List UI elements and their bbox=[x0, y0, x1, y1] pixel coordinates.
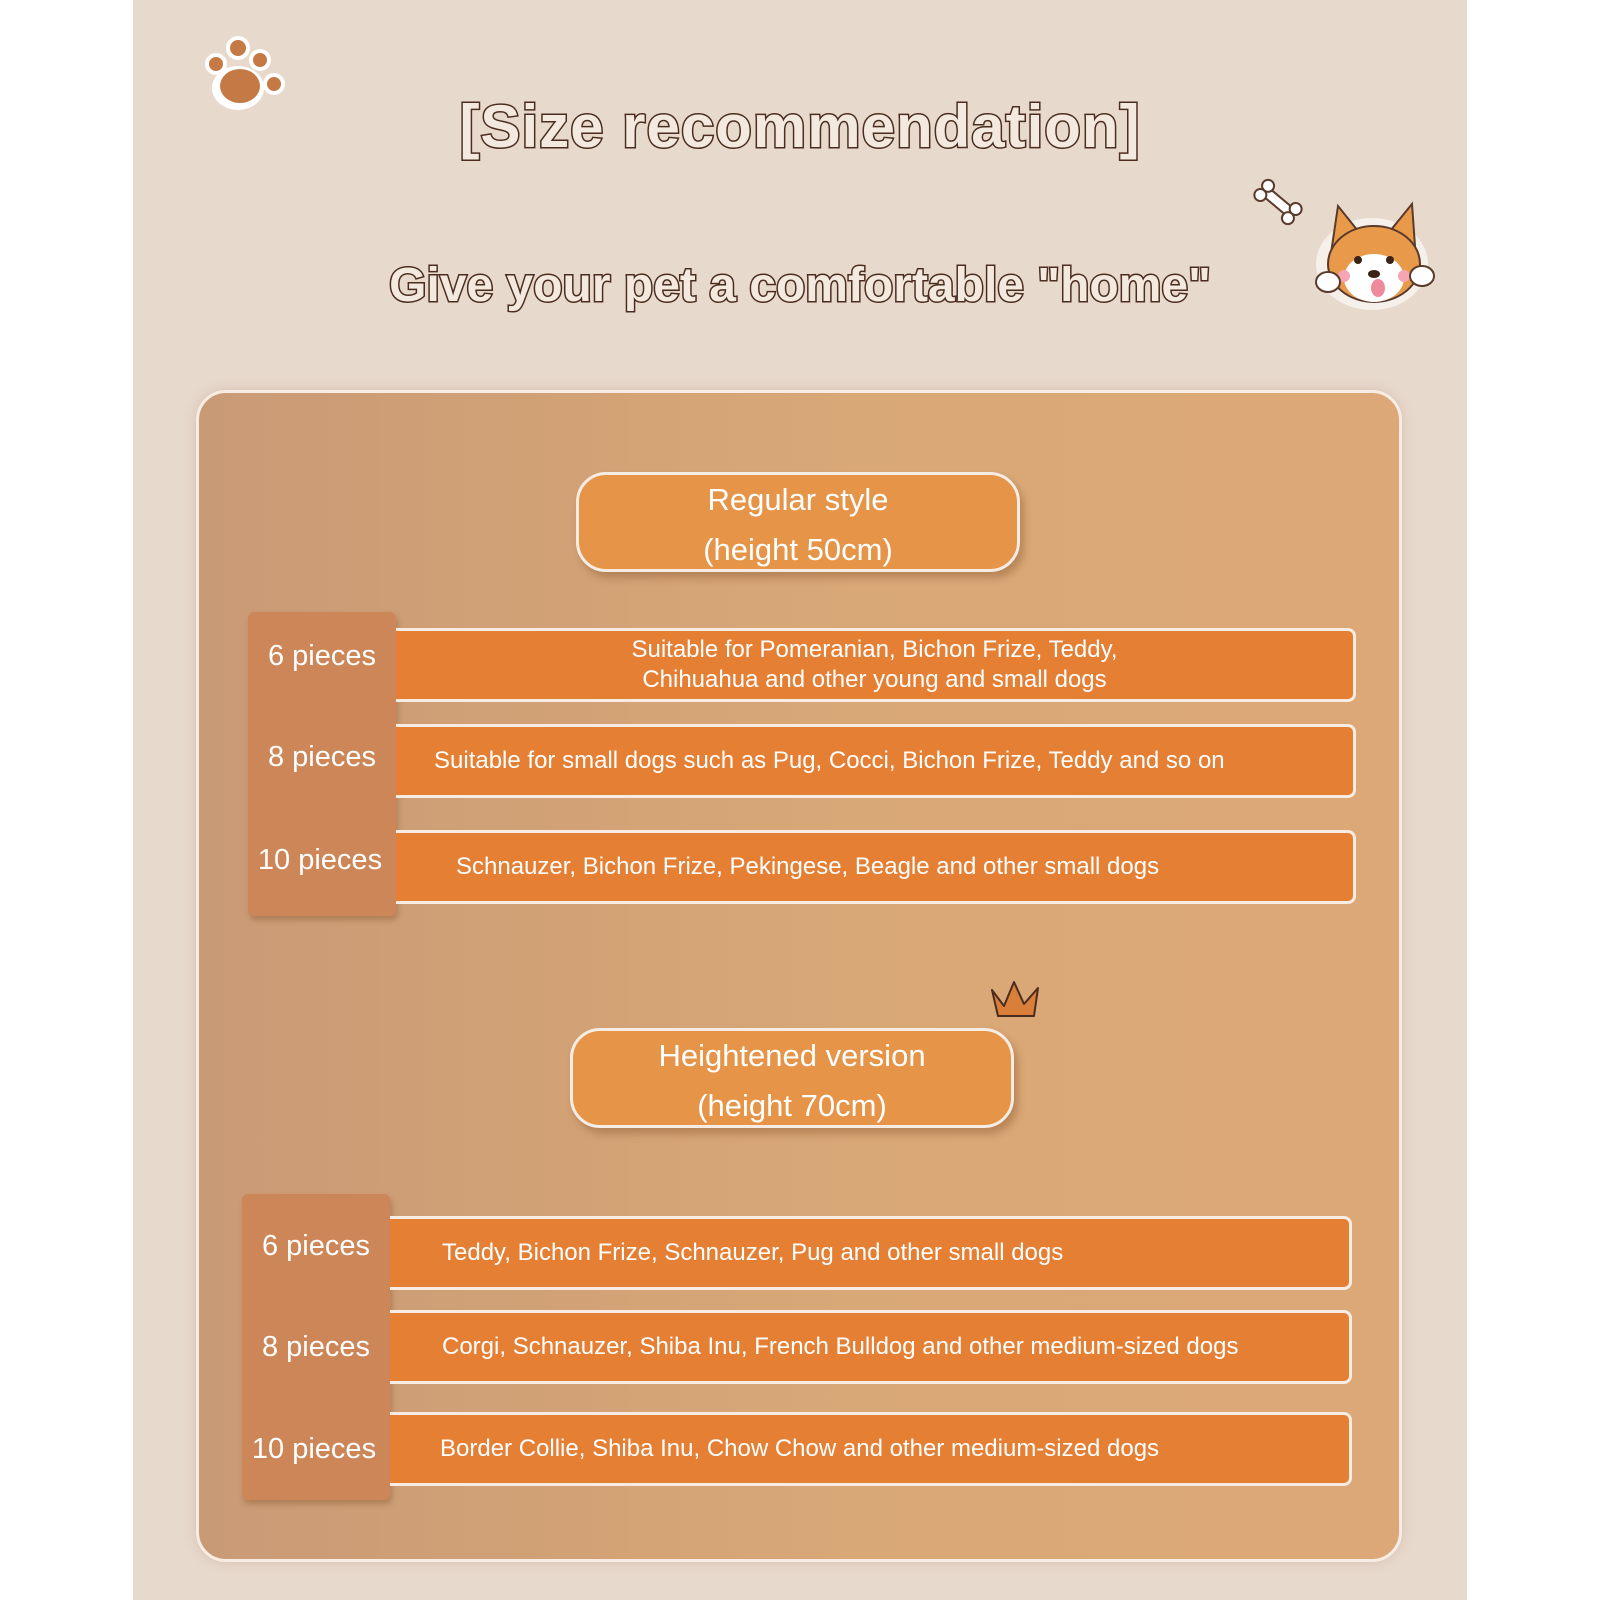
pieces-label: 10 pieces bbox=[257, 844, 383, 876]
row-text-line2: Chihuahua and other young and small dogs bbox=[642, 666, 1107, 693]
section-heading-line2: (height 50cm) bbox=[703, 532, 893, 567]
section-heading-line2: (height 70cm) bbox=[697, 1088, 887, 1123]
table-row bbox=[396, 628, 1356, 702]
row-text: Suitable for small dogs such as Pug, Cocci, Bichon Frize, Teddy and so on bbox=[434, 747, 1225, 774]
row-text: Teddy, Bichon Frize, Schnauzer, Pug and other small dogs bbox=[442, 1239, 1064, 1266]
pieces-label: 6 pieces bbox=[267, 640, 376, 672]
row-text: Schnauzer, Bichon Frize, Pekingese, Beagle and other small dogs bbox=[456, 853, 1160, 880]
pieces-label: 10 pieces bbox=[251, 1433, 377, 1465]
page-title: [Size recommendation] bbox=[459, 93, 1141, 160]
table-row bbox=[390, 1412, 1352, 1486]
section-heading-regular bbox=[576, 472, 1020, 572]
row-text: Corgi, Schnauzer, Shiba Inu, French Bulldog and other medium-sized dogs bbox=[442, 1333, 1239, 1360]
pieces-label: 8 pieces bbox=[267, 741, 376, 773]
page-subtitle: Give your pet a comfortable "home" bbox=[389, 259, 1211, 312]
table-row bbox=[396, 830, 1356, 904]
crown-icon bbox=[986, 976, 1046, 1026]
section-heading-line1: Heightened version bbox=[658, 1038, 926, 1073]
corgi-icon bbox=[1300, 190, 1450, 320]
table-row bbox=[396, 724, 1356, 798]
pieces-label: 6 pieces bbox=[261, 1230, 370, 1262]
row-text: Suitable for Pomeranian, Bichon Frize, Teddy, bbox=[631, 636, 1118, 663]
section-heading-line1: Regular style bbox=[707, 482, 889, 517]
section-heading-heightened bbox=[570, 1028, 1014, 1128]
row-text: Border Collie, Shiba Inu, Chow Chow and other medium-sized dogs bbox=[440, 1435, 1160, 1462]
table-row bbox=[390, 1310, 1352, 1384]
bone-icon bbox=[1248, 172, 1308, 232]
table-row bbox=[390, 1216, 1352, 1290]
pieces-label: 8 pieces bbox=[261, 1331, 370, 1363]
